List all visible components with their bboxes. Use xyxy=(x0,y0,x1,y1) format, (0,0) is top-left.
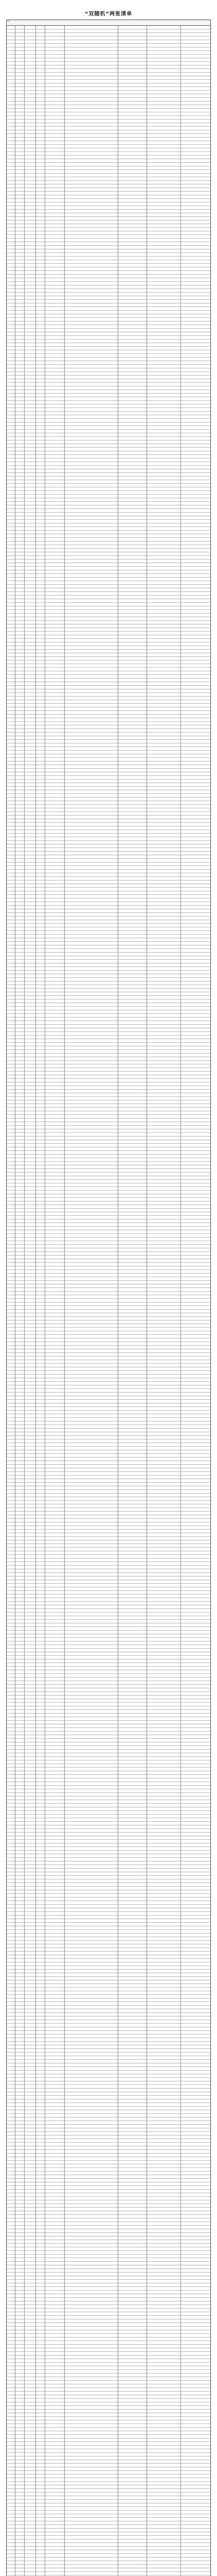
checklist-table xyxy=(6,20,211,2576)
table-cell: 序号 xyxy=(7,21,10,22)
table-body xyxy=(7,20,210,2576)
page-title: “双随机”两张清单 xyxy=(84,11,133,17)
